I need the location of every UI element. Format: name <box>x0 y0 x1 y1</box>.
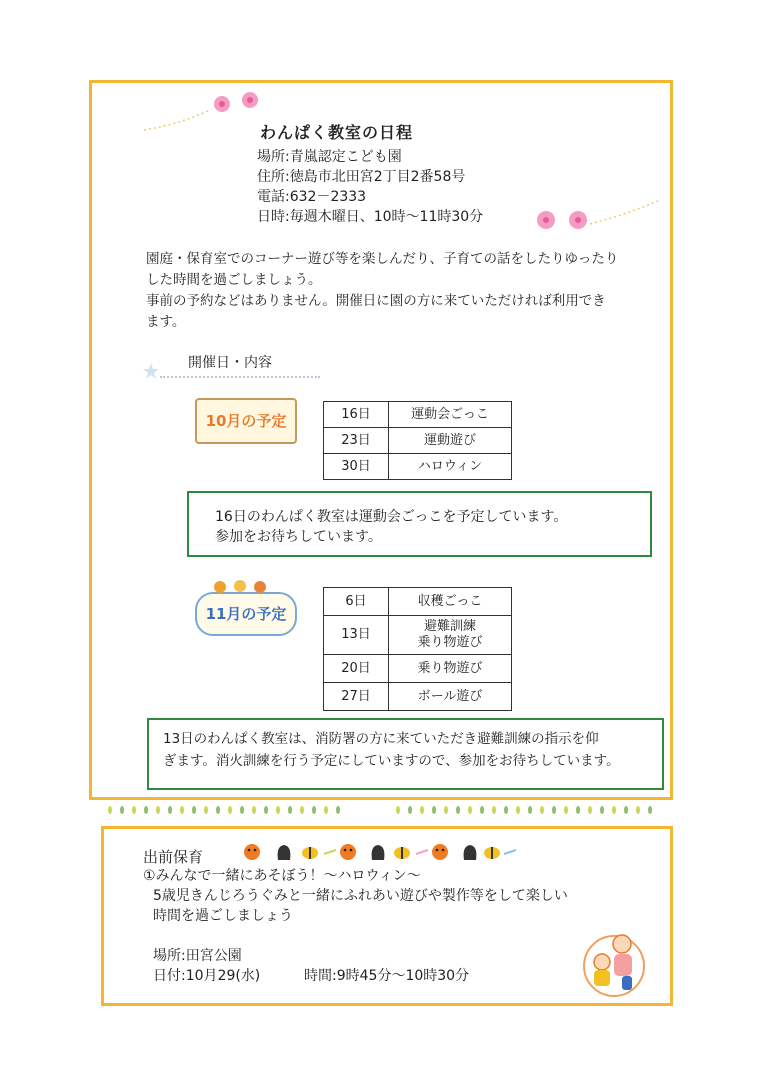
pumpkin-icon <box>210 578 270 594</box>
table-row <box>324 588 512 616</box>
pumpkin-icon <box>432 844 448 860</box>
ghost-icon <box>372 845 385 860</box>
content-cell: 乗り物遊び <box>389 655 512 683</box>
flower-vine-decoration-right <box>528 190 664 234</box>
content-cell: 運動会ごっこ <box>389 402 512 428</box>
october-sign-text: 10月の予定 <box>205 412 287 430</box>
outreach-desc-1: 5歳児きんじろうぐみと一緒にふれあい遊びや製作等をして楽しい <box>153 888 568 904</box>
intro-line: 園庭・保育室でのコーナー遊び等を楽しんだり、子育ての話をしたりゆったり <box>146 251 619 267</box>
content-cell: 収穫ごっこ <box>389 588 512 616</box>
info-place: 場所:青嵐認定こども園 <box>257 149 402 165</box>
table-row <box>324 402 512 428</box>
intro-line: した時間を過ごしましょう。 <box>146 272 322 288</box>
day-cell: 13日 <box>324 616 389 655</box>
intro-line: 事前の予約などはありません。開催日に園の方に来ていただければ利用でき <box>146 293 606 309</box>
dotted-divider-right <box>396 806 666 816</box>
intro-text <box>146 249 626 333</box>
day-cell: 16日 <box>324 402 389 428</box>
info-address: 住所:徳島市北田宮2丁目2番58号 <box>257 169 466 185</box>
november-note <box>147 718 664 790</box>
info-phone: 電話:632－2333 <box>257 189 367 205</box>
page-title: わんぱく教室の日程 <box>260 123 414 142</box>
bee-icon <box>302 847 318 859</box>
day-cell: 30日 <box>324 454 389 480</box>
content-cell: ハロウィン <box>389 454 512 480</box>
day-cell: 20日 <box>324 655 389 683</box>
content-cell: ボール遊び <box>389 683 512 711</box>
flower-vine-decoration-top <box>140 88 270 138</box>
dotted-divider-left <box>108 806 348 816</box>
november-sign <box>195 592 297 636</box>
day-cell: 27日 <box>324 683 389 711</box>
november-sign-text: 11月の予定 <box>205 605 287 623</box>
flower-icon <box>569 211 587 229</box>
outreach-title: 出前保育 <box>143 848 204 866</box>
october-sign <box>195 398 297 444</box>
outreach-desc-2: 時間を過ごしましょう <box>153 908 293 924</box>
ghost-icon <box>278 845 291 860</box>
note-line: 16日のわんぱく教室は運動会ごっこを予定しています。 <box>215 509 568 525</box>
table-row <box>324 655 512 683</box>
day-cell: 23日 <box>324 428 389 454</box>
halloween-decoration <box>240 840 520 864</box>
flower-icon <box>242 92 258 108</box>
outreach-date: 日付:10月29(水) <box>153 968 261 984</box>
table-row <box>324 428 512 454</box>
section-label: 開催日・内容 <box>188 355 272 371</box>
bee-icon <box>394 847 410 859</box>
content-cell: 避難訓練 乗り物遊び <box>389 616 512 655</box>
table-row <box>324 616 512 655</box>
content-cell: 運動遊び <box>389 428 512 454</box>
children-illustration <box>578 928 650 998</box>
october-note <box>187 491 652 557</box>
outreach-place: 場所:田宮公園 <box>153 948 242 964</box>
note-line: 13日のわんぱく教室は、消防署の方に来ていただき避難訓練の指示を仰 <box>163 731 599 747</box>
table-row <box>324 683 512 711</box>
outreach-time: 時間:9時45分～10時30分 <box>304 968 470 984</box>
star-icon <box>142 362 160 380</box>
section-underline <box>160 376 320 378</box>
october-schedule-table <box>323 401 512 480</box>
outreach-event: ①みんなで一緒にあそぼう！～ハロウィン～ <box>143 868 421 884</box>
note-line: ぎます。消火訓練を行う予定にしていますので、参加をお待ちしています。 <box>163 753 620 769</box>
bee-icon <box>484 847 500 859</box>
table-row <box>324 454 512 480</box>
november-schedule-table <box>323 587 512 711</box>
info-time: 日時:毎週木曜日、10時～11時30分 <box>257 209 484 225</box>
pumpkin-icon <box>244 844 260 860</box>
flower-icon <box>214 96 230 112</box>
ghost-icon <box>464 845 477 860</box>
day-cell: 6日 <box>324 588 389 616</box>
flower-icon <box>537 211 555 229</box>
pumpkin-icon <box>340 844 356 860</box>
intro-line: ます。 <box>146 314 186 330</box>
note-line: 参加をお待ちしています。 <box>215 529 382 545</box>
